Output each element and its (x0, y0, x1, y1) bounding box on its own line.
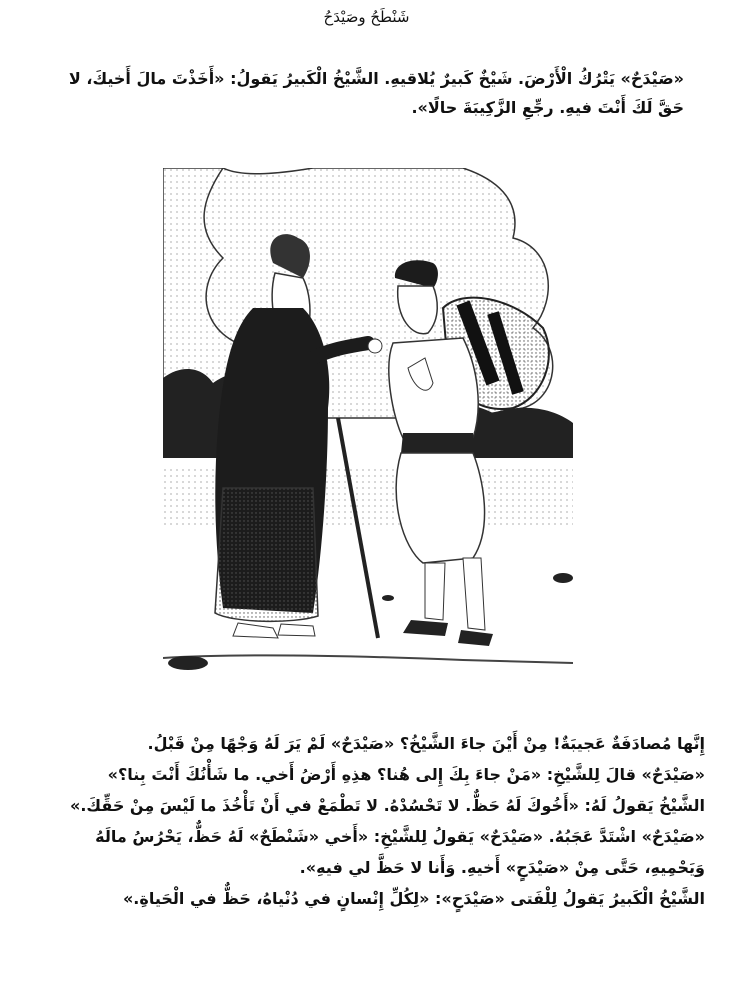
body-line: «صَيْدَحٌ» قالَ لِلشَّيْخِ: «مَنْ جاءَ بِكَ إِلى هُنا؟ هذِهِ أَرْضُ أَخي. ما شَأْنُكَ أَنْتَ بِنا؟» (107, 765, 705, 784)
body-line: «صَيْدَحٌ» اشْتَدَّ عَجَبُهُ. «صَيْدَحٌ» يَقولُ لِلشَّيْخِ: «أَخي «شَنْطَحٌ» لَهُ حَظٌّ، يَحْرُسُ مالَهُ (95, 827, 705, 846)
rock (382, 595, 394, 601)
rock (168, 656, 208, 670)
body-line: الشَّيْخُ الْكَبيرُ يَقولُ لِلْفَتى «صَيْدَحٍ»: «لِكُلِّ إِنْسانٍ في دُنْياهُ، حَظٌّ في الْحَياةِ.» (122, 889, 705, 908)
body-line: إِنَّها مُصادَفَةٌ عَجيبَةٌ! مِنْ أَيْنَ جاءَ الشَّيْخُ؟ «صَيْدَحٌ» لَمْ يَرَ لَهُ وَجْهًا مِنْ قَبْلُ. (147, 734, 705, 753)
body-line: وَيَحْمِيهِ، حَتَّى مِنْ «صَيْدَحٍ» أَخيهِ. وَأَنا لا حَظَّ لي فيهِ». (299, 858, 705, 877)
intro-paragraph (58, 64, 684, 122)
page-title: شَنْطَحُ وصَيْدَحُ (323, 8, 410, 26)
rock (553, 573, 573, 583)
body-paragraphs (40, 728, 705, 914)
intro-line: «صَيْدَحٌ» يَتْرُكُ الْأَرْضَ. شَيْخٌ كَبيرٌ يُلاقيهِ. الشَّيْخُ الْكَبيرُ يَقولُ: «أَخَذْتَ مالَ أَخيكَ، لا (68, 69, 684, 88)
intro-line: حَقَّ لَكَ أَنْتَ فيهِ. رجِّعِ الزَّكِيبَةَ حالًا». (411, 98, 684, 117)
story-illustration (163, 168, 573, 678)
body-line: الشَّيْخُ يَقولُ لَهُ: «أَخُوكَ لَهُ حَظٌّ. لا تَحْسُدْهُ. لا تَطْمَعْ في أَنْ تَأْخُذَ ما لَيْسَ مِنْ حَقِّكَ.» (70, 796, 705, 815)
